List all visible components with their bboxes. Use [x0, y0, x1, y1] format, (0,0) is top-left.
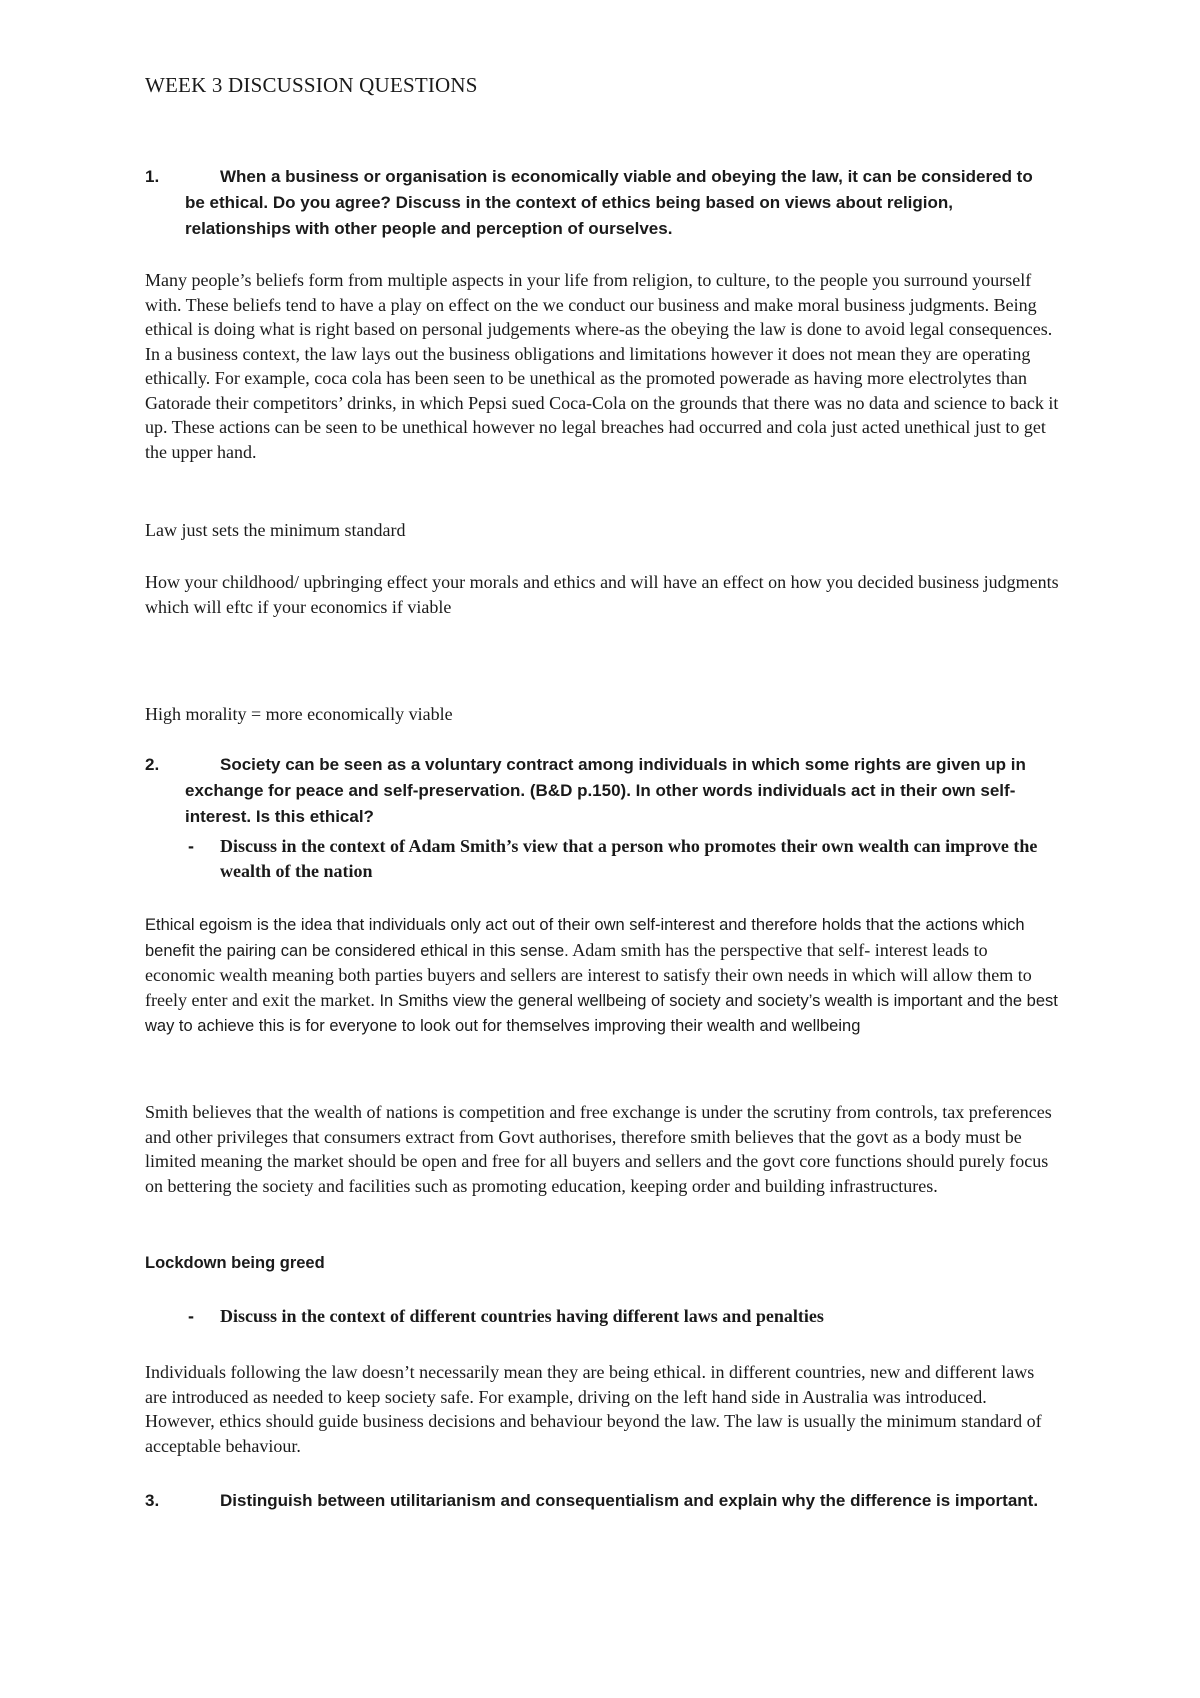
question-2-number: 2.	[145, 755, 160, 774]
answer-2-heading: Lockdown being greed	[145, 1254, 325, 1272]
question-1-number: 1.	[145, 167, 160, 186]
question-2-subpoint-2	[188, 1304, 1048, 1329]
subpoint-dash: -	[188, 836, 194, 856]
question-3	[145, 1488, 1045, 1514]
subpoint-text: Discuss in the context of Adam Smith’s view that a person who promotes their own wealth can improve the wealth of the nation	[220, 836, 1038, 881]
question-2-subpoint-1	[188, 834, 1048, 884]
answer-2-sans-part-b: In Smiths view the general wellbeing of society and society’s wealth is important and the best way to achieve this is for everyone to look out for themselves improving their wealth and wellbeing	[145, 991, 1058, 1035]
subpoint-dash: -	[188, 1306, 194, 1326]
answer-1-paragraph-2: Law just sets the minimum standard	[145, 520, 406, 540]
question-2-text: Society can be seen as a voluntary contract among individuals in which some rights are given up in exchange for peace and self-preservation. (B&D p.150). In other words individuals act in their own self-interest. Is this ethical?	[185, 755, 1026, 826]
answer-2-paragraph-1	[145, 912, 1060, 1039]
question-3-number: 3.	[145, 1491, 160, 1510]
answer-2-serif-part: Adam smith has the perspective that self- interest leads to economic wealth meaning both parties buyers and sellers are interest to satisfy their own needs in which will allow them to freely enter and exit the market.	[145, 939, 1032, 1010]
question-3-text: Distinguish between utilitarianism and consequentialism and explain why the difference is important.	[220, 1491, 1039, 1510]
answer-2-sans-part-a: Ethical egoism is the idea that individuals only act out of their own self-interest and therefore holds that the actions which benefit the pairing can be considered ethical in this sense.	[145, 916, 1025, 960]
question-2	[145, 752, 1045, 830]
question-1-text: When a business or organisation is economically viable and obeying the law, it can be considered to be ethical. Do you agree? Discuss in the context of ethics being based on views about religion, relationships with other people and perception of ourselves.	[185, 167, 1033, 238]
answer-2-paragraph-2: Smith believes that the wealth of nations is competition and free exchange is under the scrutiny from controls, tax preferences and other privileges that consumers extract from Govt authorises, therefore smith believes that the govt as a body must be limited meaning the market should be open and free for all buyers and sellers and the govt core functions should purely focus on bettering the society and facilities such as promoting education, keeping order and building infrastructures.	[145, 1102, 1052, 1196]
answer-1-paragraph-4: High morality = more economically viable	[145, 704, 453, 724]
answer-1-paragraph-3: How your childhood/ upbringing effect your morals and ethics and will have an effect on how you decided business judgments which will eftc if your economics if viable	[145, 572, 1059, 617]
answer-1-paragraph-1: Many people’s beliefs form from multiple aspects in your life from religion, to culture, to the people you surround yourself with. These beliefs tend to have a play on effect on the we conduct our business and make moral business judgments. Being ethical is doing what is right based on personal judgements where-as the obeying the law is done to avoid legal consequences. In a business context, the law lays out the business obligations and limitations however it does not mean they are operating ethically. For example, coca cola has been seen to be unethical as the promoted powerade as having more electrolytes than Gatorade their competitors’ drinks, in which Pepsi sued Coca-Cola on the grounds that there was no data and science to back it up. These actions can be seen to be unethical however no legal breaches had occurred and cola just acted unethical just to get the upper hand.	[145, 270, 1059, 462]
subpoint-text: Discuss in the context of different countries having different laws and penalties	[220, 1306, 824, 1326]
document-title: WEEK 3 DISCUSSION QUESTIONS	[145, 73, 478, 97]
question-1	[145, 164, 1045, 242]
answer-2-paragraph-3: Individuals following the law doesn’t necessarily mean they are being ethical. in different countries, new and different laws are introduced as needed to keep society safe. For example, driving on the left hand side in Australia was introduced. However, ethics should guide business decisions and behaviour beyond the law. The law is usually the minimum standard of acceptable behaviour.	[145, 1362, 1042, 1456]
